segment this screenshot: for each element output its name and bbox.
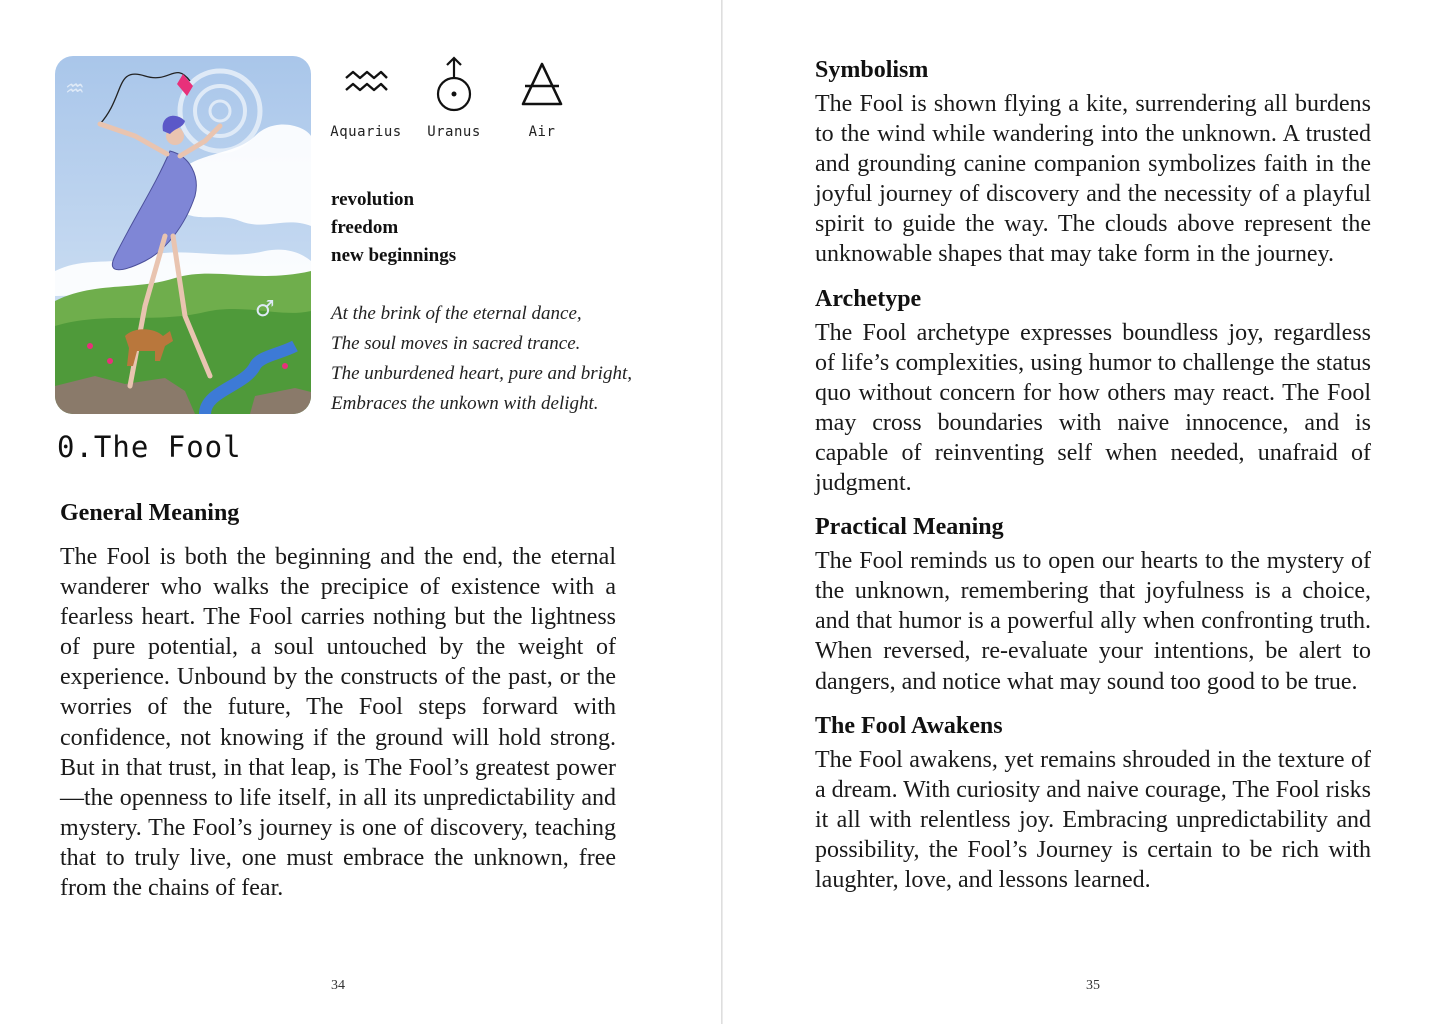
keyword: new beginnings: [331, 245, 457, 266]
card-title: 0.The Fool: [57, 430, 242, 464]
poem-line: Embraces the unkown with delight.: [331, 393, 599, 414]
keyword: freedom: [331, 217, 399, 238]
section-body: The Fool is both the beginning and the end, the eternal wanderer who walks the precipice of existence with a fearless heart. The Fool carries nothing but the lightness of pure potential, a soul untouched by the weight of experience. Unbound by the constructs of the past, or the worries of the future, The Fool steps forward with confidence, not knowing if the ground will hold strong. But in that trust, in that leap, is The Fool’s greatest power—the openness to life itself, in all its unpredictability and mystery. The Fool’s journey is one of discovery, teaching that to truly live, one must embrace the unknown, free from the chains of fear.: [60, 544, 616, 902]
fool-illustration: [55, 56, 311, 414]
flower: [87, 343, 93, 349]
symbol-label: Air: [528, 124, 556, 140]
page-number: 34: [331, 978, 345, 993]
aquarius-icon: [341, 56, 391, 116]
symbol-aquarius: [326, 56, 406, 140]
section-heading: Archetype: [815, 285, 922, 312]
poem-line: The soul moves in sacred trance.: [331, 333, 581, 354]
faint-glyph-icon: ♒: [65, 77, 85, 102]
section-heading: Symbolism: [815, 57, 929, 83]
right-page: [723, 0, 1445, 1024]
symbolism-section: [815, 55, 1371, 270]
card-illustration: [55, 56, 311, 414]
flower: [107, 358, 113, 364]
page-number: 35: [1086, 978, 1100, 993]
section-body: The Fool awakens, yet remains shrouded in the texture of a dream. With curiosity and naive courage, The Fool risks it all with relentless joy. Embracing unpredictability and possibility, the Fool’s Journey is certain to be rich with laughter, love, and lessons learned.: [815, 746, 1372, 893]
symbol-label: Aquarius: [330, 124, 402, 140]
poem-line: The unburdened heart, pure and bright,: [331, 363, 632, 384]
symbol-uranus: [414, 56, 494, 140]
fool-awakens-section: [815, 711, 1371, 895]
section-body: The Fool is shown flying a kite, surrendering all burdens to the wind while wandering into the unknown. A trusted and grounding canine companion symbolizes faith in the joyful journey of discovery and the necessity of a playful spirit to guide the way. The clouds above represent the unknowable shapes that may take form in the journey.: [815, 91, 1371, 268]
uranus-icon: [429, 56, 479, 116]
air-icon: [517, 56, 567, 116]
keywords-list: [331, 186, 456, 270]
section-body: The Fool archetype expresses boundless joy, regardless of life’s complexities, using humor to challenge the status quo without concern for how others may react. The Fool may cross boundaries with naive innocence, and is capable of reinventing self when needed, unafraid of judgment.: [815, 319, 1371, 497]
flower: [282, 363, 288, 369]
section-heading: Practical Meaning: [815, 514, 1004, 541]
archetype-section: [815, 284, 1371, 499]
faint-glyph-icon: ♂: [255, 297, 275, 322]
right-column: [815, 55, 1371, 895]
poem-line: At the brink of the eternal dance,: [331, 303, 582, 324]
left-page: [0, 0, 722, 1024]
section-heading: The Fool Awakens: [815, 712, 1003, 739]
practical-meaning-section: [815, 512, 1371, 696]
keyword: revolution: [331, 189, 415, 210]
symbol-label: Uranus: [427, 124, 481, 140]
poem: [331, 299, 632, 419]
section-body: The Fool reminds us to open our hearts to the mystery of the unknown, remembering that joyfulness is a choice, and that humor is a powerful ally when confronting truth. When reversed, re-evaluate your intentions, be alert to dangers, and notice what may sound too good to be true.: [815, 548, 1371, 695]
section-heading: General Meaning: [60, 500, 240, 526]
symbol-air: [502, 56, 582, 140]
general-meaning-section: [60, 500, 616, 903]
